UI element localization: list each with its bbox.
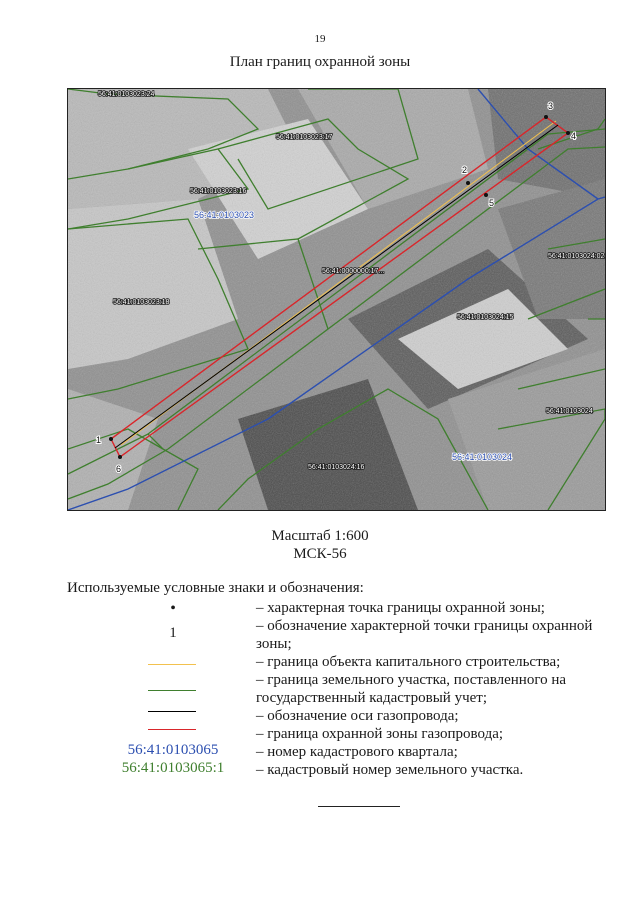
parcel-label: 56:41:0103024: [546, 408, 593, 415]
map-image: [67, 88, 606, 511]
end-divider: [318, 806, 400, 807]
legend-point-number-symbol: 1: [169, 625, 177, 641]
parcel-label: 56:41:0103023:24: [98, 91, 155, 98]
point-label-3: 3: [548, 101, 554, 111]
parcel-label: 56:41:0103023:18: [113, 299, 170, 306]
legend-text: – номер кадастрового квартала;: [256, 744, 458, 760]
parcel-label: 56:41:0103023:17: [276, 134, 333, 141]
point-label-5: 5: [489, 198, 495, 208]
parcel-label: 56:41:0103024:02: [548, 253, 605, 260]
coordinate-system: МСК-56: [293, 546, 347, 562]
parcel-label: 56:41:0103023:16: [190, 188, 247, 195]
quarter-label: 56:41:0103023: [194, 210, 255, 220]
point-label-1: 1: [96, 435, 102, 445]
parcel-label: 56:41:0000000:17...: [322, 268, 385, 275]
legend-parcel-number: 56:41:0103065:1: [121, 760, 225, 776]
legend-point-symbol: •: [170, 600, 176, 617]
legend-yellow-line: [148, 664, 196, 665]
legend-text: – кадастровый номер земельного участка.: [256, 762, 524, 778]
legend-text: – характерная точка границы охранной зоны;: [256, 600, 545, 616]
point-label-2: 2: [462, 165, 468, 175]
legend-red-line: [148, 729, 196, 730]
parcel-label: 56:41:0103024:15: [457, 314, 514, 321]
legend-text: – граница земельного участка, поставленного на государственный кадастровый учет;: [256, 672, 567, 706]
page-title: План границ охранной зоны: [229, 54, 411, 70]
legend-text: – граница охранной зоны газопровода;: [256, 726, 504, 742]
legend-text: – обозначение характерной точки границы охранной зоны;: [256, 618, 593, 652]
point-label-6: 6: [116, 464, 122, 474]
quarter-label: 56:41:0103024: [452, 452, 513, 462]
legend-heading: Используемые условные знаки и обозначения:: [67, 580, 364, 596]
scale-text: Масштаб 1:600: [271, 528, 369, 544]
legend-quarter-number: 56:41:0103065: [127, 742, 219, 758]
legend-black-line: [148, 711, 196, 712]
page-number: 19: [314, 33, 326, 45]
legend-text: – обозначение оси газопровода;: [256, 708, 459, 724]
legend-text: – граница объекта капитального строительства;: [256, 654, 561, 670]
legend-green-line: [148, 690, 196, 691]
point-label-4: 4: [571, 131, 577, 141]
parcel-label: 56:41:0103024:16: [308, 464, 365, 471]
